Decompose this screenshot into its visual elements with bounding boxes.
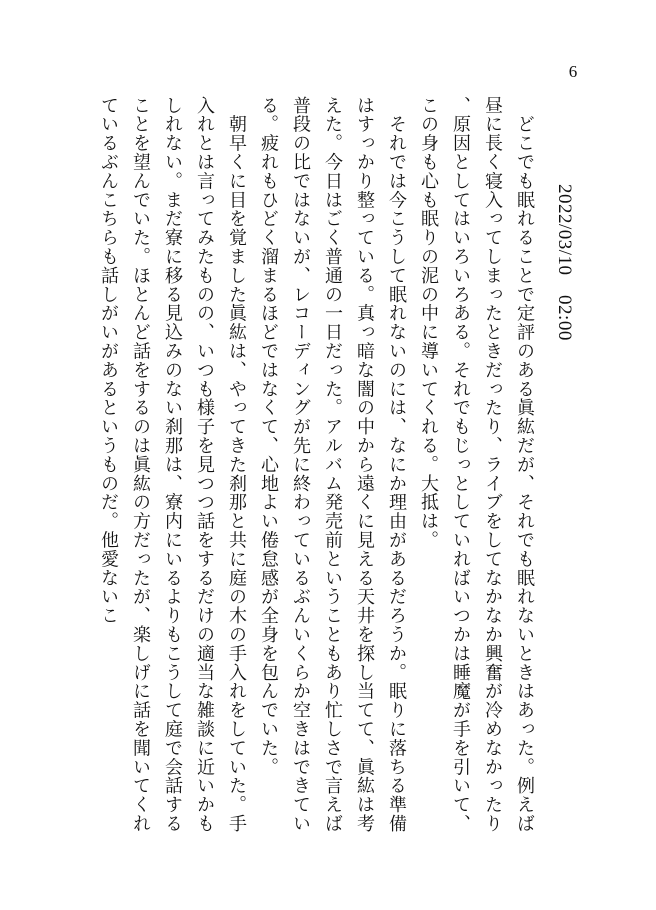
body-text: [92, 96, 540, 851]
paragraph: それでは今こうして眠れないのには、なにか理由があるだろうか。眠りに落ちる準備はすっかり整っている。真っ暗な闇の中から遠くに見える天井を探し当てて、眞紘は考えた。今日はごく普通の一日だった。アルバム発売前ということもあり忙しさで言えば普段の比ではないが、レコーディングが先に終わっているぶんいくらか空きはできている。疲れもひどく溜まるほどではなくて、心地よい倦怠感が全身を包んでいた。: [258, 96, 407, 834]
paragraph: どこでも眠れることで定評のある眞紘だが、それでも眠れないときはあった。例えば昼に長く寝入ってしまったときだったり、ライブをしてなかなか興奮が冷めなかったり、原因としてはいろいろある。それでもじっとしていればいつかは睡魔が手を引いて、この身も心も眠りの泥の中に導いてくれる。大抵は。: [418, 96, 535, 834]
paragraph: 朝早くに目を覚ました眞紘は、やってきた刹那と共に庭の木の手入れをしていた。手入れとは言ってみたものの、いつも様子を見つつ話をするだけの適当な雑談に近いかもしれない。まだ寮に移る見込みのない刹那は、寮内にいるよりもこうして庭で会話することを望んでいた。ほとんど話をするのは眞紘の方だったが、楽しげに話を聞いてくれているぶんこちらも話しがいがあるというものだ。他愛ないこ: [98, 96, 247, 834]
page-number: 6: [568, 62, 578, 81]
timestamp-heading: 2022/03/10 02:00: [554, 184, 575, 341]
